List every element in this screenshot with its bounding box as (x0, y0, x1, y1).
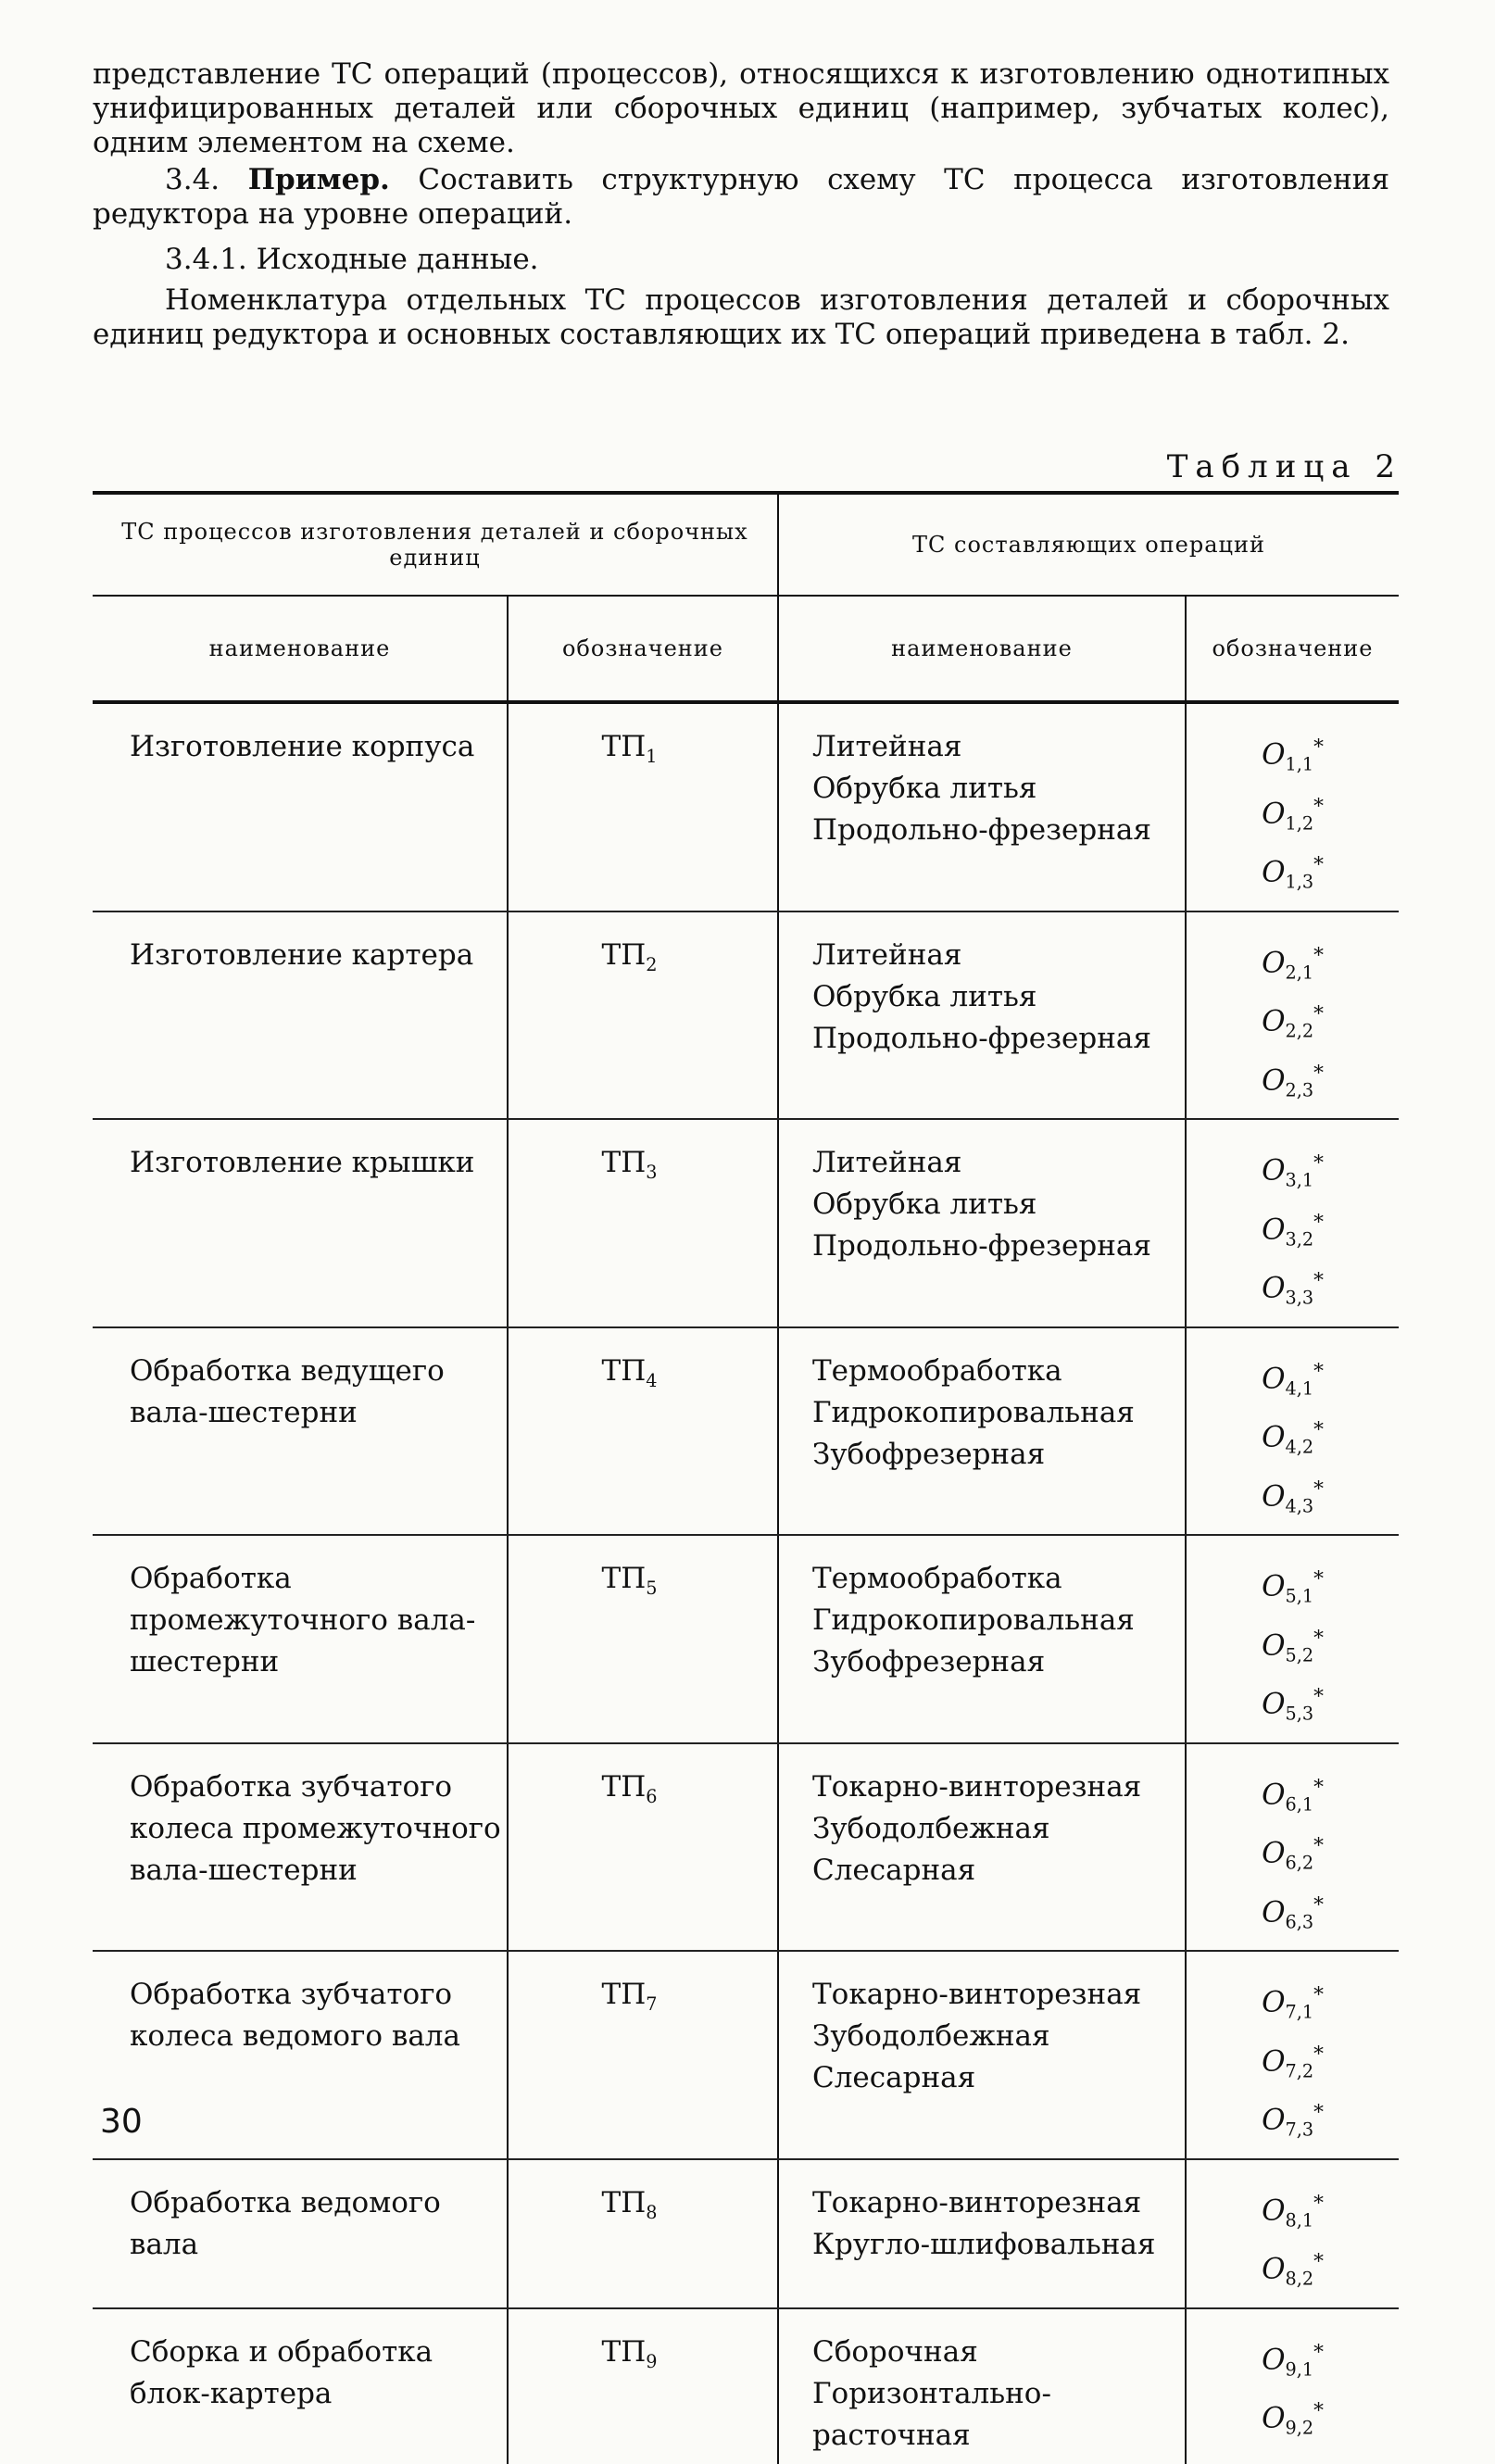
operation-name: Зубофрезерная (812, 1437, 1046, 1471)
process-code: ТП (601, 1353, 647, 1388)
operation-index: 5,2 (1285, 1644, 1314, 1666)
table-row (93, 2308, 1399, 2464)
process-code-index: 7 (646, 1993, 658, 2016)
operation-designation (1187, 2390, 1398, 2449)
process-code-index: 6 (646, 1785, 658, 1807)
operation-designation (1187, 1201, 1398, 1261)
operation-name: Токарно-винторезная (812, 1978, 1142, 2012)
operation-mark: * (1313, 2042, 1324, 2066)
process-code: ТП (601, 1769, 647, 1804)
operation-mark: * (1313, 1685, 1324, 1709)
operation-symbol: О (1262, 1004, 1286, 1038)
operation-name: Продольно-фрезерная (812, 1229, 1151, 1263)
operation-name: Обрубка литья (812, 979, 1037, 1013)
operation-designation (1187, 1468, 1398, 1527)
operation-index: 6,1 (1285, 1793, 1314, 1816)
operation-symbol: О (1262, 2252, 1286, 2286)
operation-names (778, 1535, 1186, 1743)
operation-designation (1187, 2092, 1398, 2151)
process-code-index: 1 (646, 746, 658, 768)
example-number: 3.4. (165, 163, 220, 196)
operation-designations (1186, 1535, 1399, 1743)
operation-symbol: О (1262, 945, 1286, 979)
operation-designation (1187, 1052, 1398, 1112)
header-process-name: наименование (93, 596, 508, 702)
process-designation (508, 911, 778, 1120)
operation-designations (1186, 1951, 1399, 2159)
process-designation (508, 1327, 778, 1536)
operation-symbol: О (1262, 1361, 1286, 1395)
operation-index: 3,3 (1285, 1287, 1314, 1309)
process-designation (508, 2159, 778, 2308)
header-operation-designation: обозначение (1186, 596, 1399, 702)
header-processes: ТС процессов изготовления деталей и сборочных единиц (93, 493, 778, 596)
operation-index: 6,2 (1285, 1852, 1314, 1874)
operation-index: 3,1 (1285, 1169, 1314, 1191)
operation-index: 2,3 (1285, 1079, 1314, 1101)
process-name: Обработка промежуточного вала-шестерни (93, 1535, 508, 1743)
operation-mark: * (1313, 1834, 1324, 1858)
operation-mark: * (1313, 2399, 1324, 2423)
operation-symbol: О (1262, 855, 1286, 889)
operation-symbol: О (1262, 1687, 1286, 1721)
operation-index: 4,1 (1285, 1377, 1314, 1400)
process-designation (508, 1743, 778, 1952)
paragraph-representation (93, 57, 1389, 160)
operation-names (778, 2308, 1186, 2464)
operation-symbol: О (1262, 1985, 1286, 2019)
table-row (93, 1743, 1399, 1952)
operation-designation (1187, 1142, 1398, 1201)
operation-index: 4,3 (1285, 1495, 1314, 1517)
operation-symbol: О (1262, 1062, 1286, 1097)
operation-mark: * (1313, 853, 1324, 877)
process-name: Обработка ведущего вала-шестерни (93, 1327, 508, 1536)
operation-mark: * (1313, 2250, 1324, 2274)
operation-name: Гидрокопировальная (812, 1395, 1135, 1429)
operation-names (778, 1327, 1186, 1536)
operation-mark: * (1313, 794, 1324, 818)
operation-name: Слесарная (812, 1853, 976, 1887)
operation-symbol: О (1262, 1271, 1286, 1305)
paragraph-example (93, 163, 1389, 232)
operation-index: 5,3 (1285, 1703, 1314, 1725)
operation-symbol: О (1262, 1479, 1286, 1513)
process-name: Обработка ведомого вала (93, 2159, 508, 2308)
operation-symbol: О (1262, 2194, 1286, 2228)
process-table (93, 491, 1399, 2464)
header-process-designation: обозначение (508, 596, 778, 702)
table-row (93, 1535, 1399, 1743)
operation-mark: * (1313, 1002, 1324, 1026)
operation-index: 1,1 (1285, 753, 1314, 775)
operation-name: Зубодолбежная (812, 1811, 1050, 1845)
operation-designation (1187, 786, 1398, 845)
paragraph-representation-text: представление ТС операций (процессов), относящихся к изготовлению однотипных унифицированных деталей или сборочных единиц (например, зубчатых колес), одним элементом на схеме. (93, 57, 1389, 159)
operation-mark: * (1313, 1892, 1324, 1917)
process-name: Сборка и обработка блок-картера (93, 2308, 508, 2464)
operation-index: 8,2 (1285, 2268, 1314, 2290)
process-designation (508, 1119, 778, 1327)
operation-name: Горизонтально-расточная (812, 2376, 1051, 2452)
process-code-index: 2 (646, 953, 658, 975)
operation-symbol: О (1262, 2044, 1286, 2079)
process-code: ТП (601, 2185, 647, 2219)
operation-symbol: О (1262, 1895, 1286, 1930)
operation-mark: * (1313, 1210, 1324, 1234)
operation-names (778, 1119, 1186, 1327)
operation-name: Токарно-винторезная (812, 1769, 1142, 1804)
operation-names (778, 911, 1186, 1120)
operation-designations (1186, 702, 1399, 911)
header-operation-name: наименование (778, 596, 1186, 702)
operation-name: Термообработка (812, 1562, 1062, 1596)
operation-symbol: О (1262, 2103, 1286, 2137)
operation-designation (1187, 1351, 1398, 1410)
process-code: ТП (601, 937, 647, 972)
process-code: ТП (601, 1146, 647, 1180)
operation-symbol: О (1262, 1836, 1286, 1870)
process-code-index: 8 (646, 2202, 658, 2224)
operation-index: 1,3 (1285, 871, 1314, 893)
operation-designation (1187, 1974, 1398, 2033)
process-code-index: 3 (646, 1162, 658, 1184)
operation-name: Литейная (812, 730, 962, 763)
operation-names (778, 2159, 1186, 2308)
process-code-index: 5 (646, 1578, 658, 1600)
operation-designation (1187, 2033, 1398, 2093)
operation-index: 4,2 (1285, 1436, 1314, 1458)
operation-designation (1187, 1884, 1398, 1943)
operation-designation (1187, 844, 1398, 903)
table-row (93, 702, 1399, 911)
operation-name: Термообработка (812, 1353, 1062, 1388)
table-row (93, 1327, 1399, 1536)
process-name: Изготовление корпуса (93, 702, 508, 911)
operation-name: Гидрокопировальная (812, 1603, 1135, 1638)
example-label: Пример. (247, 163, 390, 196)
operation-index: 2,2 (1285, 1020, 1314, 1042)
table-row (93, 1951, 1399, 2159)
operation-mark: * (1313, 1983, 1324, 2007)
operation-index: 7,1 (1285, 2001, 1314, 2023)
operation-mark: * (1313, 1626, 1324, 1650)
table-row (93, 911, 1399, 1120)
operation-mark: * (1313, 1567, 1324, 1591)
operation-designation (1187, 2332, 1398, 2391)
process-name: Изготовление картера (93, 911, 508, 1120)
operation-index: 1,2 (1285, 812, 1314, 835)
operation-name: Слесарная (812, 2061, 976, 2095)
table-row (93, 1119, 1399, 1327)
process-code: ТП (601, 2334, 647, 2369)
operation-symbol: О (1262, 1153, 1286, 1188)
table-row (93, 2159, 1399, 2308)
operation-index: 6,3 (1285, 1911, 1314, 1933)
operation-designation (1187, 935, 1398, 994)
operation-mark: * (1313, 1477, 1324, 1501)
operation-designation (1187, 726, 1398, 786)
process-code: ТП (601, 1562, 647, 1596)
operation-mark: * (1313, 1269, 1324, 1293)
operation-symbol: О (1262, 2401, 1286, 2435)
operation-index: 9,1 (1285, 2358, 1314, 2381)
operation-name: Продольно-фрезерная (812, 1021, 1151, 1055)
operation-designation (1187, 1617, 1398, 1677)
page-number: 30 (100, 2103, 143, 2141)
operation-mark: * (1313, 2191, 1324, 2215)
operation-mark: * (1313, 1151, 1324, 1175)
operation-designations (1186, 1327, 1399, 1536)
operation-designation (1187, 1558, 1398, 1617)
operation-index: 5,1 (1285, 1585, 1314, 1607)
operation-designation (1187, 1766, 1398, 1826)
operation-name: Токарно-винторезная (812, 2185, 1142, 2219)
process-name: Изготовление крышки (93, 1119, 508, 1327)
process-code: ТП (601, 730, 647, 763)
operation-designation (1187, 1676, 1398, 1735)
process-code-index: 9 (646, 2351, 658, 2373)
paragraph-nomenclature (93, 283, 1389, 352)
operation-symbol: О (1262, 737, 1286, 772)
operation-symbol: О (1262, 2343, 1286, 2377)
operation-name: Кругло-шлифовальная (812, 2227, 1156, 2261)
operation-mark: * (1313, 2101, 1324, 2125)
operation-designations (1186, 1119, 1399, 1327)
process-name: Обработка зубчатого колеса ведомого вала (93, 1951, 508, 2159)
operation-symbol: О (1262, 1212, 1286, 1246)
operation-names (778, 1743, 1186, 1952)
operation-mark: * (1313, 1359, 1324, 1383)
operation-designation (1187, 1825, 1398, 1884)
operation-names (778, 702, 1186, 911)
operation-designations (1186, 1743, 1399, 1952)
operation-index: 2,1 (1285, 962, 1314, 984)
operation-symbol: О (1262, 1420, 1286, 1454)
operation-mark: * (1313, 2340, 1324, 2364)
process-designation (508, 2308, 778, 2464)
operation-mark: * (1313, 1418, 1324, 1442)
operation-name: Обрубка литья (812, 1188, 1037, 1222)
operation-names (778, 1951, 1186, 2159)
operation-name: Зубофрезерная (812, 1645, 1046, 1679)
operation-index: 7,2 (1285, 2060, 1314, 2082)
operation-mark: * (1313, 1775, 1324, 1799)
process-code: ТП (601, 1978, 647, 2012)
operation-designation (1187, 1409, 1398, 1468)
operation-designation (1187, 2241, 1398, 2300)
operation-mark: * (1313, 943, 1324, 967)
operation-symbol: О (1262, 1628, 1286, 1663)
operation-index: 7,3 (1285, 2118, 1314, 2141)
process-designation (508, 702, 778, 911)
operation-symbol: О (1262, 796, 1286, 830)
header-operations: ТС составляющих операций (778, 493, 1399, 596)
nomenclature-text: Номенклатура отдельных ТС процессов изготовления деталей и сборочных единиц редуктора и основных составляющих их ТС операций приведена в табл. 2. (93, 283, 1389, 351)
operation-name: Продольно-фрезерная (812, 813, 1151, 847)
table-caption: Таблица 2 (1166, 448, 1402, 485)
paragraph-initial-data (93, 243, 1389, 277)
operation-symbol: О (1262, 1778, 1286, 1812)
process-designation (508, 1535, 778, 1743)
process-code-index: 4 (646, 1369, 658, 1391)
operation-index: 3,2 (1285, 1228, 1314, 1251)
operation-index: 8,1 (1285, 2209, 1314, 2231)
operation-symbol: О (1262, 1569, 1286, 1603)
operation-name: Литейная (812, 937, 962, 972)
operation-designation (1187, 993, 1398, 1052)
operation-name: Литейная (812, 1146, 962, 1180)
operation-designations (1186, 911, 1399, 1120)
initial-data-heading: 3.4.1. Исходные данные. (165, 243, 539, 276)
process-name: Обработка зубчатого колеса промежуточного вала-шестерни (93, 1743, 508, 1952)
operation-designations (1186, 2308, 1399, 2464)
operation-designations (1186, 2159, 1399, 2308)
operation-designation (1187, 2182, 1398, 2242)
operation-name: Зубодолбежная (812, 2019, 1050, 2054)
process-designation (508, 1951, 778, 2159)
example-text: Составить структурную схему ТС процесса изготовления редуктора на уровне операций. (93, 163, 1389, 231)
operation-name: Сборочная (812, 2334, 978, 2369)
table-body (93, 702, 1399, 2464)
operation-name: Обрубка литья (812, 772, 1037, 805)
operation-mark: * (1313, 1061, 1324, 1085)
operation-index: 9,2 (1285, 2417, 1314, 2439)
operation-designation (1187, 1260, 1398, 1319)
operation-mark: * (1313, 735, 1324, 759)
